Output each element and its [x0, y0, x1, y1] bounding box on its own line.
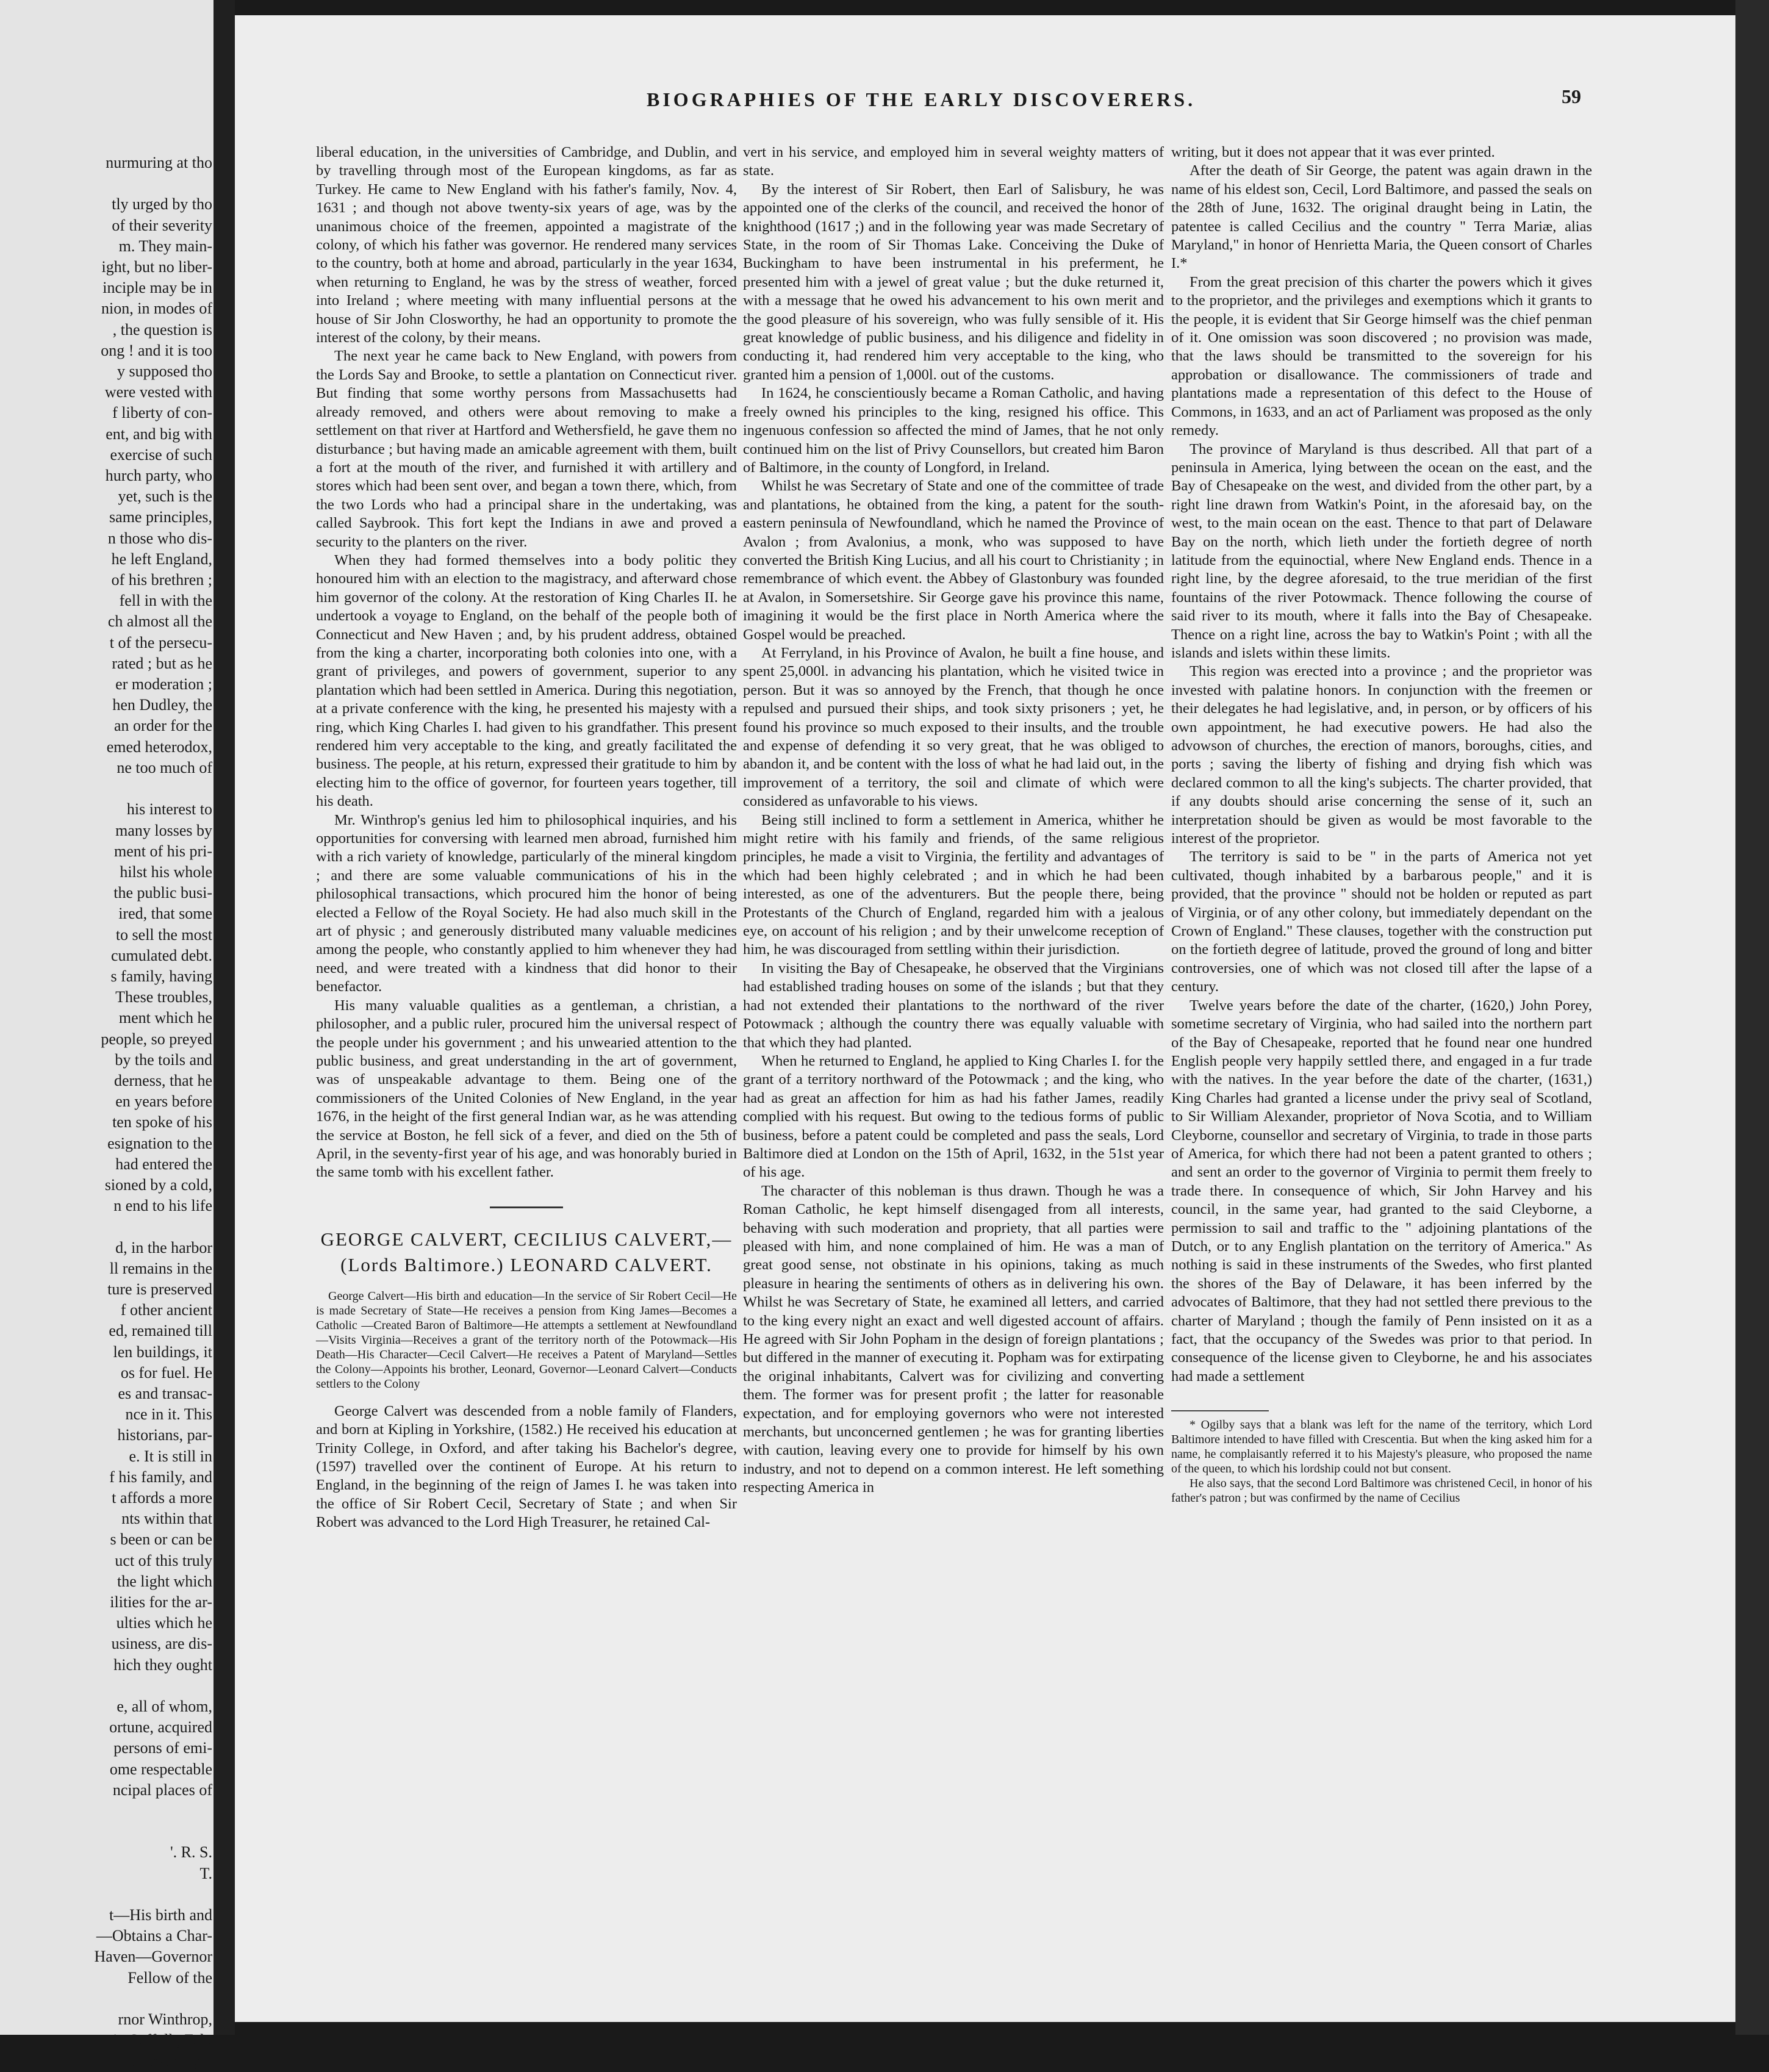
paragraph: George Calvert was descended from a noble family of Flanders, and born at Kipling in Yorkshire, (1582.) He received his education at Trinity College, in Oxford, and after taking his Bachelor's degree, (1597) travelled over the continent of Europe. At his return to England, in the beginning of the reign of James I. he was taken into the office of Sir Robert Cecil, Secretary of State ; and when Sir Robert was advanced to the Lord High Treasurer, he retained Cal-	[316, 1402, 737, 1531]
summary-text: George Calvert—His birth and education—In the service of Sir Robert Cecil—He is made Secretary of State—He receives a pension from King James—Becomes a Catholic —Created Baron of Baltimore—He attempts a settlement at Newfoundland—Visits Virginia—Receives a grant of the territory north of the Potowmack—His Death—His Character—Cecil Calvert—He receives a Patent of Maryland—Settles the Colony—Appoints his brother, Leonard, Governor—Leonard Calvert—Conducts settlers to the Colony	[316, 1289, 737, 1391]
fragment-line: '. R. S.	[170, 1843, 212, 1862]
paragraph: His many valuable qualities as a gentleman, a christian, a philosopher, and a public ruler, procured him the universal respect of the people under his government ; and his unwearied attention to the public business, and great understanding in the art of government, was of unspeakable advantage to them. Being one of the commissioners of the United Colonies of New England, in the year 1676, in the height of the first general Indian war, as he was attending the service at Boston, he fell sick of a fever, and died on the 5th of April, in the seventy-first year of his age, and was honorably buried in the same tomb with his excellent father.	[316, 997, 737, 1181]
fragment-line: os for fuel. He	[120, 1363, 212, 1382]
fragment-line: ulties which he	[116, 1614, 212, 1632]
fragment-line	[29, 1821, 212, 1842]
paragraph: This region was erected into a province ; and the proprietor was invested with palatine honors. In conjunction with the freemen or their delegates he had legislative, and, in person, or by officers of his own appointment, he had executive powers. He had also the advowson of churches, the erection of manors, boroughs, cities, and ports ; saving the liberty of fishing and drying fish which was declared common to all the king's subjects. The charter provided, that if any doubts should arise concerning the sense of it, such an interpretation should be given as would be most favorable to the interest of the proprietor.	[1171, 663, 1592, 847]
fragment-line: were vested with	[104, 383, 212, 401]
fragment-line: of his brethren ;	[111, 571, 212, 589]
fragment-line	[29, 1676, 212, 1696]
footnote-divider	[1171, 1410, 1269, 1411]
fragment-line: ten spoke of his	[112, 1113, 212, 1131]
fragment-line: n those who dis-	[107, 529, 212, 547]
fragment-line: people, so preyed	[101, 1030, 212, 1048]
fragment-line: , the question is	[112, 320, 212, 339]
paragraph: Mr. Winthrop's genius led him to philosophical inquiries, and his opportunities for conversing with learned men abroad, furnished him with a rich variety of knowledge, particularly of the mineral kingdom ; and there are some valuable communications of his in the philosophical transactions, which procured him the honor of being elected a Fellow of the Royal Society. He had also much skill in the art of physic ; and generously distributed many valuable medicines among the people, who constantly applied to him whenever they had need, and were treated with a kindness that did honor to their benefactor.	[316, 811, 737, 995]
fragment-line: yet, such is the	[118, 487, 212, 506]
fragment-line: ture is preserved	[107, 1280, 212, 1298]
paragraph: By the interest of Sir Robert, then Earl of Salisbury, he was appointed one of the clerks of the council, and received the honor of knighthood (1617 ;) and in the following year was made Secretary of State, in the room of Sir Thomas Lake. Conceiving the Duke of Buckingham to have been instrumental in his preferment, he presented him with a jewel of great value ; but the duke returned it, with a message that he owed his advancement to his own merit and the good pleasure of his sovereign, who was fully sensible of it. His great knowledge of public business, and his diligence and fidelity in conducting it, had rendered him very acceptable to the king, who granted him a pension of 1,000l. out of the customs.	[743, 181, 1164, 383]
previous-page-text	[29, 152, 212, 2072]
paragraph: After the death of Sir George, the patent was again drawn in the name of his eldest son, Cecil, Lord Baltimore, and passed the seals on the 28th of June, 1632. The original draught being in Latin, the patentee is called Cecilius and the country " Terra Mariæ, alias Maryland," in honor of Henrietta Maria, the Queen consort of Charles I.*	[1171, 162, 1592, 272]
fragment-line: ight, but no liber-	[101, 258, 212, 276]
fragment-line: exercise of such	[110, 445, 212, 464]
fragment-line: nts within that	[121, 1510, 212, 1528]
previous-page-fragment	[0, 0, 220, 2070]
fragment-line: improved by u	[120, 2052, 212, 2070]
fragment-line: historians, par-	[117, 1426, 212, 1444]
fragment-line: hurch party, who	[105, 467, 212, 485]
fragment-line: ortune, acquired	[109, 1718, 212, 1737]
fragment-line: the light which	[117, 1572, 212, 1590]
fragment-line: the public busi-	[113, 884, 212, 902]
fragment-line: ll remains in the	[109, 1259, 212, 1277]
fragment-line	[29, 1801, 212, 1821]
fragment-line: nion, in modes of	[101, 299, 212, 318]
fragment-line: n end to his life	[113, 1197, 212, 1215]
fragment-line: d, in the harbor	[115, 1238, 212, 1256]
paragraph: vert in his service, and employed him in several weighty matters of state.	[743, 144, 1164, 179]
fragment-line: usiness, are dis-	[111, 1635, 212, 1653]
fragment-line: had entered the	[115, 1155, 212, 1173]
fragment-line: t affords a more	[112, 1489, 212, 1507]
chapter-summary	[316, 1289, 737, 1391]
footnote: He also says, that the second Lord Baltimore was christened Cecil, in honor of his father's patron ; but was confirmed by the name of Cecilius	[1171, 1477, 1592, 1505]
fragment-line: f his family, and	[109, 1468, 212, 1486]
fragment-line: persons of emi-	[113, 1739, 212, 1757]
fragment-line: e. It is still in	[129, 1447, 212, 1465]
fragment-line: ome respectable	[109, 1760, 212, 1778]
fragment-line: many losses by	[115, 821, 212, 839]
fragment-line: same principles,	[109, 508, 212, 526]
fragment-line	[29, 778, 212, 799]
fragment-line: uct of this truly	[115, 1551, 212, 1569]
fragment-line: by the toils and	[115, 1050, 212, 1069]
paragraph: In visiting the Bay of Chesapeake, he observed that the Virginians had established trading houses on some of the islands ; but that they had not extended their plantations to the northward of the river Potowmack ; although the country there was equally valuable with that which they had planted.	[743, 959, 1164, 1051]
fragment-line: ent, and big with	[106, 425, 212, 443]
book-gutter	[214, 0, 235, 2035]
fragment-line: ed, remained till	[109, 1322, 212, 1340]
fragment-line: sioned by a cold,	[104, 1175, 212, 1194]
paragraph: Twelve years before the date of the charter, (1620,) John Porey, sometime secretary of Virginia, who had sailed into the northern part of the Bay of Chesapeake, reported that he found near one hundred English people very happily settled there, and engaged in a fur trade with the natives. In the year before the date of the charter, (1631,) King Charles had granted a license under the privy seal of Scotland, to Sir William Alexander, proprietor of Nova Scotia, and to William Cleyborne, counsellor and secretary of Virginia, to trade in those parts of America, for which there had not been a patent granted to others ; and sent an order to the governor of Virginia to permit them freely to trade there. In consequence of which, Sir John Harvey and his council, in the same year, had granted to the said Cleyborne, a permission to sail and traffic to the " adjoining plantations of the Dutch, or to any English plantation on the territory of America." As nothing is said in these instruments of the Swedes, who first planted the shores of the Bay of Delaware, it has been inferred by the advocates of Baltimore, that they had not settled there previous to the charter of Maryland ; though the family of Penn insisted on it as a fact, that the occupancy of the Swedes was prior to that period. In consequence of the license given to Cleyborne, he and his associates had made a settlement	[1171, 997, 1592, 1385]
page-edge	[1735, 0, 1769, 2035]
fragment-line: rated ; but as he	[112, 654, 212, 672]
text-column-2	[743, 143, 1164, 1497]
fragment-line: ch almost all the	[107, 612, 212, 631]
fragment-line: Haven—Governor	[94, 1948, 212, 1966]
fragment-line: nce in it. This	[125, 1405, 212, 1424]
fragment-line: hen Dudley, the	[112, 696, 212, 714]
fragment-line: len buildings, it	[113, 1342, 212, 1361]
fragment-line: y supposed tho	[117, 362, 212, 381]
running-header: BIOGRAPHIES OF THE EARLY DISCOVERERS.	[647, 88, 1196, 110]
fragment-line: emed heterodox,	[106, 737, 212, 756]
fragment-line: t of the persecu-	[109, 633, 212, 651]
page-number: 59	[1562, 85, 1581, 107]
fragment-line: m. They main-	[118, 237, 212, 255]
paragraph: In 1624, he conscientiously became a Roman Catholic, and having freely owned his principles to the king, resigned his office. This ingenuous confession so affected the mind of James, that he not only continued him on the list of Privy Counsellors, but created him Baron of Baltimore, in the county of Longford, in Ireland.	[743, 385, 1164, 476]
fragment-line: en years before	[115, 1092, 212, 1111]
paragraph: The province of Maryland is thus described. All that part of a peninsula in America, lying between the ocean on the east, and the Bay of Chesapeake on the west, and divided from the other part, by a right line drawn from Watkin's Point, in the aforesaid bay, on the west, to the main ocean on the east. Thence to that part of Delaware Bay on the north, which lieth under the fortieth degree of north latitude from the equinoctial, where New England ends. Thence in a right line, by the degree aforesaid, to the true meridian of the first fountains of the river Potowmack. Thence following the course of said river to its mouth, where it falls into the Bay of Chesapeake. Thence on a right line, across the bay to Watkin's Point ; with all the islands and islets within these limits.	[1171, 440, 1592, 661]
fragment-line	[29, 1216, 212, 1237]
fragment-line: ilities for the ar-	[110, 1593, 212, 1611]
paragraph: The next year he came back to New England, with powers from the Lords Say and Brooke, to settle a plantation on Connecticut river. But finding that some worthy persons from Massachusetts had already removed, and others were about removing to make a settlement on that river at Hartford and Wethersfield, he gave them no disturbance ; but having made an amicable agreement with them, built a fort at the mouth of the river, and furnished it with artillery and stores which had been sent over, and began a town there, which, from the two Lords who had a principal share in the undertaking, was called Saybrook. This fort kept the Indians in awe and proved a security to the planters on the river.	[316, 348, 737, 550]
paragraph: The territory is said to be " in the parts of America not yet cultivated, though inhabited by a barbarous people," and it is provided, that the province " should not be holden or reputed as part of Virginia, or of any other colony, but immediately dependant on the Crown of England." These clauses, together with the construction put on the fortieth degree of latitude, proved the ground of long and bitter controversies, one of which was not closed till after the lapse of a century.	[1171, 848, 1592, 995]
paragraph: When he returned to England, he applied to King Charles I. for the grant of a territory northward of the Potowmack ; and the king, who had as great an affection for him as had his father James, readily complied with his request. But owing to the tedious forms of public business, before a patent could be completed and pass the seals, Lord Baltimore died at London on the 15th of April, 1632, in the 51st year of his age.	[743, 1052, 1164, 1181]
fragment-line: —Obtains a Char-	[96, 1927, 212, 1945]
fragment-line: ment of his pri-	[113, 842, 212, 860]
fragment-line: an order for the	[114, 717, 212, 735]
biography-subtitle: (Lords Baltimore.) LEONARD CALVERT.	[340, 1253, 712, 1275]
fragment-line	[29, 1884, 212, 1905]
paragraph: liberal education, in the universities of Cambridge, and Dublin, and by travelling through most of the European kingdoms, as far as Turkey. He came to New England with his father's family, Nov. 4, 1631 ; and though not above twenty-six years of age, was by the unanimous choice of the freemen, appointed a magistrate of the colony, of which his father was governor. He rendered many services to the country, both at home and abroad, particularly in the year 1634, when returning to England, he was by the stress of weather, forced into Ireland ; where meeting with many influential persons at the house of Sir John Closworthy, he had an opportunity to promote the interest of the colony, by their means.	[316, 144, 737, 346]
fragment-line: tly urged by tho	[112, 195, 212, 213]
fragment-line: in Suffolk, Feb.	[113, 2031, 212, 2049]
paragraph: From the great precision of this charter the powers which it gives to the proprietor, and the privileges and exemptions which it grants to the people, it is evident that Sir George himself was the chief penman of it. One omission was soon discovered ; no provision was made, that the laws should be transmitted to the sovereign for his approbation or disallowance. The commissioners of trade and plantations made a representation of this defect to the House of Commons, in 1633, and an act of Parliament was proposed as the only remedy.	[1171, 273, 1592, 439]
fragment-line: to sell the most	[115, 925, 212, 944]
fragment-line	[29, 173, 212, 194]
fragment-line: f other ancient	[120, 1301, 212, 1319]
biography-title: GEORGE CALVERT, CECILIUS CALVERT,—	[320, 1228, 733, 1250]
fragment-line: ncipal places of	[112, 1780, 212, 1799]
fragment-line: ne too much of	[117, 758, 212, 776]
fragment-line: he left England,	[111, 550, 212, 568]
fragment-line: These troubles,	[115, 988, 212, 1006]
fragment-line: T.	[199, 1864, 212, 1882]
fragment-line: es and transac-	[118, 1384, 212, 1402]
paragraph: When they had formed themselves into a body politic they honoured him with an election to the magistracy, and afterward chose him governor of the colony. At the restoration of King Charles II. he undertook a voyage to England, on the behalf of the people both of Connecticut and New Haven ; and, by his prudent address, obtained from the king a charter, incorporating both colonies into one, with a grant of privileges, and powers of government, superior to any plantation which had been settled in America. During this negotiation, at a private conference with the king, he presented his majesty with a ring, which King Charles I. had given to his grandfather. This present rendered him very acceptable to the king, and greatly facilitated the business. The people, at his return, expressed their gratitude to him by electing him to the office of governor, for fourteen years together, till his death.	[316, 551, 737, 810]
fragment-line: s been or can be	[110, 1530, 212, 1549]
paragraph: The character of this nobleman is thus drawn. Though he was a Roman Catholic, he kept himself disengaged from all interests, behaving with such moderation and propriety, that all parties were pleased with him, and none complained of him. He was a man of great good sense, not obstinate in his opinions, taking as much pleasure in hearing the sentiments of others as in delivering his own. Whilst he was Secretary of State, he examined all letters, and carried to the king every night an exact and well digested account of affairs. He agreed with Sir John Popham in the design of foreign plantations ; but differed in the manner of executing it. Popham was for extirpating the original inhabitants, Calvert was for civilizing and converting them. The former was for present profit ; the latter for reasonable expectation, and for employing governors who were not interested merchants, but unconcerned gentlemen ; he was for granting liberties with caution, leaving every one to provide for himself by his own industry, and not to depend on a common interest. He left something respecting America in	[743, 1182, 1164, 1496]
section-divider	[490, 1206, 563, 1208]
footnote: * Ogilby says that a blank was left for the name of the territory, which Lord Baltimore intended to have filled with Crescentia. But when the king asked him for a name, he complaisantly referred it to his Majesty's pleasure, who proposed the name of the queen, to which his lordship could not but consent.	[1171, 1418, 1592, 1476]
fragment-line: ired, that some	[118, 905, 212, 923]
fragment-line: hilst his whole	[120, 862, 212, 881]
fragment-line: s family, having	[110, 967, 212, 985]
paragraph: Being still inclined to form a settlement in America, whither he might retire with his family and friends, of the same religious principles, he made a visit to Virginia, the fertility and advantages of which had been highly celebrated ; and in which he had been interested, as one of the adventurers. But the people there, being Protestants of the Church of England, regarded him with a jealous eye, on account of his religion ; and by their unwelcome reception of him, he was discouraged from settling within their jurisdiction.	[743, 811, 1164, 958]
fragment-line: ong ! and it is too	[101, 341, 212, 359]
fragment-line: rnor Winthrop,	[118, 2010, 212, 2029]
fragment-line: er moderation ;	[115, 675, 212, 694]
fragment-line: derness, that he	[113, 1071, 212, 1089]
fragment-line: of their severity	[112, 216, 212, 234]
fragment-line: ment which he	[118, 1009, 212, 1027]
fragment-line: t—His birth and	[109, 1906, 212, 1924]
text-column-3	[1171, 143, 1592, 1505]
fragment-line: fell in with the	[119, 592, 212, 610]
fragment-line: Fellow of the	[127, 1968, 212, 1987]
paragraph: Whilst he was Secretary of State and one of the committee of trade and plantations, he obtained from the king, a patent for the south-eastern peninsula of Newfoundland, which he named the Province of Avalon ; from Avalonius, a monk, who was supposed to have converted the British King Lucius, and all his court to Christianity ; in remembrance of which event. the Abbey of Glastonbury was founded at Avalon, in Somersetshire. Sir George gave his province this name, imagining it would be the first place in North America where the Gospel would be preached.	[743, 478, 1164, 643]
fragment-line: inciple may be in	[102, 279, 212, 297]
fragment-line: esignation to the	[107, 1134, 212, 1152]
paragraph: At Ferryland, in his Province of Avalon, he built a fine house, and spent 25,000l. in advancing his plantation, which he visited twice in person. But it was so annoyed by the French, that though he once repulsed and pursued their ships, and took sixty prisoners ; yet, he found his province so much exposed to their insults, and the trouble and expense of defending it so very great, that he was obliged to abandon it, and be content with the loss of what he had laid out, in the improvement of a territory, the soil and climate of which were considered as unfavorable to his views.	[743, 644, 1164, 810]
fragment-line: his interest to	[126, 800, 212, 819]
fragment-line: e, all of whom,	[117, 1697, 212, 1716]
fragment-line: cumulated debt.	[110, 946, 212, 964]
paragraph: writing, but it does not appear that it was ever printed.	[1171, 144, 1495, 160]
fragment-line: nurmuring at tho	[106, 154, 212, 171]
fragment-line	[29, 1988, 212, 2009]
fragment-line: hich they ought	[113, 1655, 212, 1674]
fragment-line: f liberty of con-	[112, 404, 212, 422]
footnotes	[1171, 1418, 1592, 1505]
text-column-1	[316, 143, 737, 1532]
